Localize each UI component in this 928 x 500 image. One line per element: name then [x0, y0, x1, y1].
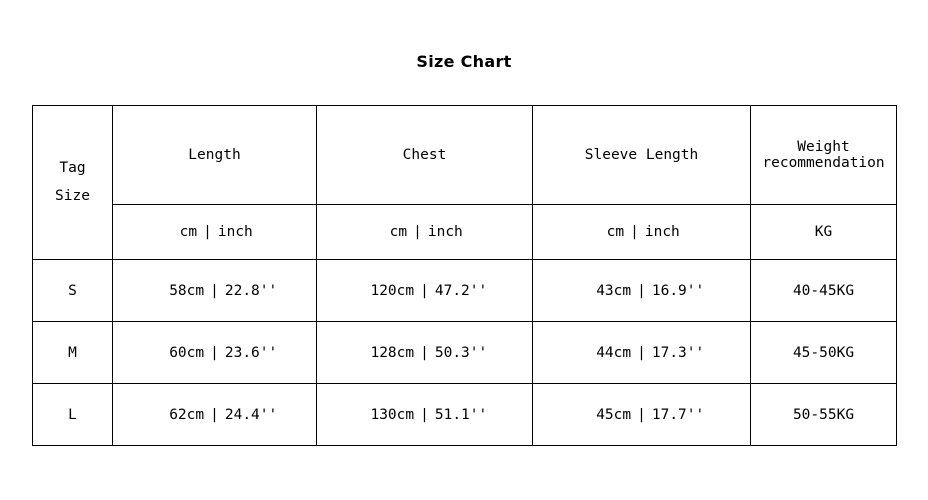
cell-length-s	[113, 260, 317, 322]
table-header-row-groups	[33, 106, 897, 205]
cell-length-s-separator: |	[210, 282, 219, 299]
header-length: Length	[113, 106, 317, 205]
cell-chest-m-separator: |	[420, 344, 429, 361]
table-row	[33, 260, 897, 322]
unit-header-weight: KG	[751, 205, 897, 260]
size-chart-table	[32, 105, 897, 446]
cell-length-s-inch: 22.8''	[224, 282, 278, 299]
cell-chest-m-inch: 50.3''	[434, 344, 488, 361]
cell-length-l-cm: 62cm	[169, 406, 205, 423]
header-tag-line2: Size	[55, 187, 90, 204]
header-weight-recommendation	[751, 106, 897, 205]
header-sleeve-length: Sleeve Length	[533, 106, 751, 205]
size-chart-table-wrapper	[32, 105, 896, 446]
cell-length-l	[113, 384, 317, 446]
cell-chest-l-separator: |	[420, 406, 429, 423]
cell-chest-s-inch: 47.2''	[434, 282, 488, 299]
unit-sleeve-inch: inch	[644, 224, 680, 240]
cell-length-m-separator: |	[210, 344, 219, 361]
cell-chest-l-inch: 51.1''	[434, 406, 488, 423]
cell-length-l-separator: |	[210, 406, 219, 423]
row-size-m: M	[33, 322, 113, 384]
unit-length-inch: inch	[217, 224, 253, 240]
table-row	[33, 384, 897, 446]
cell-sleeve-m-cm: 44cm	[596, 344, 632, 361]
unit-header-sleeve	[533, 205, 751, 260]
cell-length-m-inch: 23.6''	[224, 344, 278, 361]
row-size-s: S	[33, 260, 113, 322]
cell-chest-m	[317, 322, 533, 384]
cell-chest-s-cm: 120cm	[370, 282, 415, 299]
cell-chest-l-cm: 130cm	[370, 406, 415, 423]
unit-sleeve-cm: cm	[606, 224, 625, 240]
unit-chest-separator: |	[413, 224, 422, 240]
cell-sleeve-m	[533, 322, 751, 384]
cell-chest-l	[317, 384, 533, 446]
cell-sleeve-l-cm: 45cm	[596, 406, 632, 423]
header-chest: Chest	[317, 106, 533, 205]
cell-weight-m: 45-50KG	[751, 322, 897, 384]
cell-sleeve-l-inch: 17.7''	[651, 406, 705, 423]
cell-chest-s-separator: |	[420, 282, 429, 299]
header-tag-line1: Tag	[59, 159, 86, 176]
cell-sleeve-m-separator: |	[637, 344, 646, 361]
header-weight-line1: Weight	[797, 139, 850, 155]
cell-sleeve-s	[533, 260, 751, 322]
cell-length-m	[113, 322, 317, 384]
cell-length-l-inch: 24.4''	[224, 406, 278, 423]
cell-sleeve-m-inch: 17.3''	[651, 344, 705, 361]
unit-chest-cm: cm	[389, 224, 408, 240]
cell-chest-s	[317, 260, 533, 322]
cell-weight-s: 40-45KG	[751, 260, 897, 322]
unit-chest-inch: inch	[427, 224, 463, 240]
cell-sleeve-s-separator: |	[637, 282, 646, 299]
unit-sleeve-separator: |	[630, 224, 639, 240]
cell-sleeve-l	[533, 384, 751, 446]
header-tag-size	[33, 106, 113, 260]
cell-length-s-cm: 58cm	[169, 282, 205, 299]
page-title: Size Chart	[416, 52, 512, 71]
cell-sleeve-s-inch: 16.9''	[651, 282, 705, 299]
cell-weight-l: 50-55KG	[751, 384, 897, 446]
unit-header-length	[113, 205, 317, 260]
unit-header-chest	[317, 205, 533, 260]
table-row	[33, 322, 897, 384]
unit-length-separator: |	[203, 224, 212, 240]
cell-sleeve-s-cm: 43cm	[596, 282, 632, 299]
unit-length-cm: cm	[179, 224, 198, 240]
row-size-l: L	[33, 384, 113, 446]
cell-sleeve-l-separator: |	[637, 406, 646, 423]
table-header-row-units	[33, 205, 897, 260]
header-weight-line2: recommendation	[762, 155, 885, 171]
cell-chest-m-cm: 128cm	[370, 344, 415, 361]
cell-length-m-cm: 60cm	[169, 344, 205, 361]
